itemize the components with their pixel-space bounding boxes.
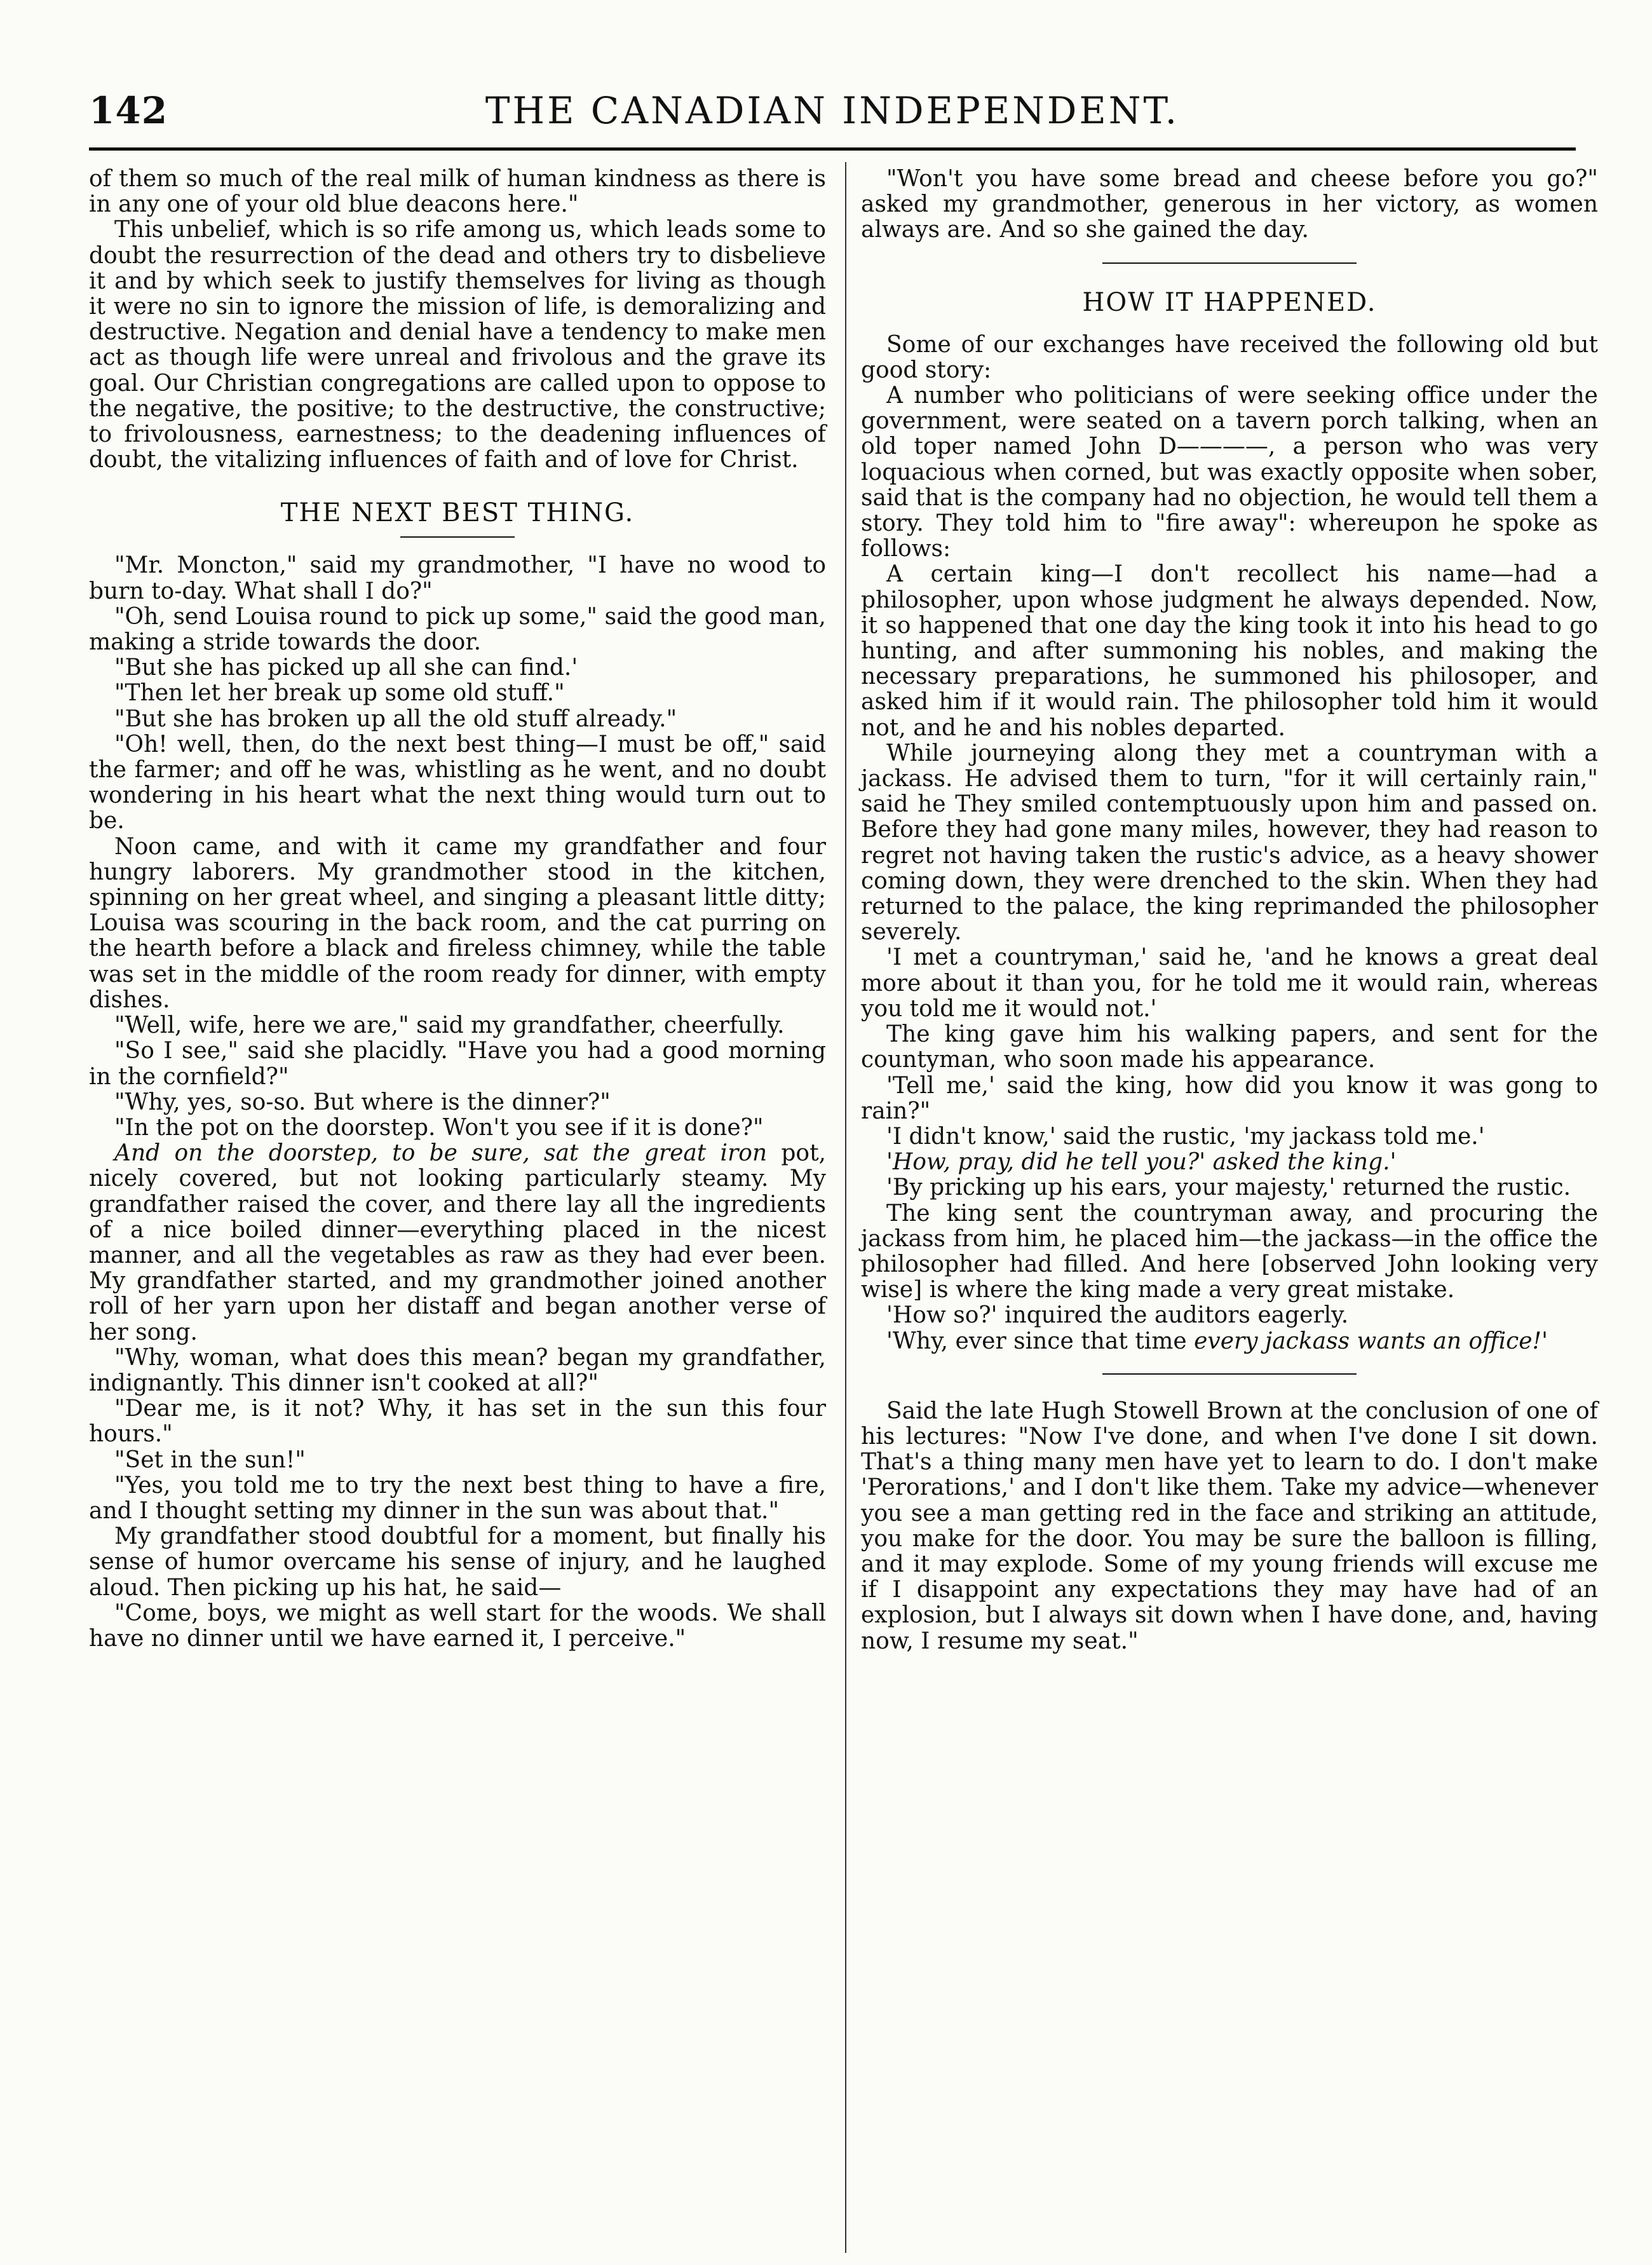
story-paragraph: "Set in the sun!": [114, 1446, 306, 1473]
story-paragraph: 'How so?' inquired the auditors eagerly.: [886, 1302, 1349, 1329]
page-number: 142: [89, 89, 168, 132]
story-title-text: THE NEXT BEST THING.: [280, 498, 635, 528]
story-title-how-it-happened: [861, 288, 1598, 317]
story-paragraph: "Why, yes, so-so. But where is the dinner?": [114, 1089, 611, 1115]
story-paragraph: "So I see," said she placidly. "Have you had a good morning in the cornfield?": [89, 1038, 826, 1090]
page-header: [89, 83, 1576, 133]
story-paragraph: "Why, woman, what does this mean? began my grandfather, indignantly. This dinner isn't cooked at all?": [89, 1344, 826, 1396]
story-paragraph: Noon came, and with it came my grandfather and four hungry laborers. My grandmother stood in the kitchen, spinning on her great wheel, and singing a pleasant little ditty; Louisa was scouring in the back room, and the cat purring on the hearth before a black and fireless chimney, while the table was set in the middle of the room ready for dinner, with empty dishes.: [89, 833, 826, 1013]
story-paragraph: "Come, boys, we might as well start for the woods. We shall have no dinner until we have earned it, I perceive.": [89, 1600, 826, 1652]
italic-lead: And on the doorstep, to be sure, sat the great iron: [114, 1140, 768, 1167]
header-rule: [89, 147, 1576, 151]
story-paragraph-italic: [861, 1150, 1598, 1175]
separator-rule: [1102, 1373, 1357, 1375]
story-paragraph: "In the pot on the doorstep. Won't you see if it is done?": [114, 1114, 764, 1141]
story-paragraph: 'Tell me,' said the king, how did you know it was gong to rain?": [861, 1072, 1598, 1124]
left-column: [89, 167, 826, 1652]
italic-text: 'How, pray, did he tell you?' asked the king.': [886, 1149, 1397, 1176]
story-paragraph: "Then let her break up some old stuff.": [114, 680, 565, 707]
story-paragraph: "Yes, you told me to try the next best thing to have a fire, and I thought setting my dinner in the sun was about that.": [89, 1472, 826, 1524]
story-paragraph: A number who politicians of were seeking office under the government, were seated on a tavern porch talking, when an old toper named John D————, a person who was very loquacious when corned, but was exactly opposite when sober, said that is the company had no objection, he would tell them a story. They told him to "fire away": whereupon he spoke as follows:: [861, 383, 1598, 562]
story-paragraph: "Oh! well, then, do the next best thing—I must be off," said the farmer; and off he was, whistling as he went, and no doubt wondering in his heart what the next thing would turn out to be.: [89, 731, 826, 834]
story-paragraph: A certain king—I don't recollect his name—had a philosopher, upon whose judgment he always depended. Now, it so happened that one day the king took it into his head to go hunting, and after summoning his nobles, and making the necessary preparations, he summoned his philosoper, and asked him if it would rain. The philosopher told him it would not, and he and his nobles departed.: [861, 561, 1598, 741]
story-title-next-best-thing: [89, 498, 826, 538]
story-paragraph: The king gave him his walking papers, and sent for the countyman, who soon made his appearance.: [861, 1021, 1598, 1073]
story-paragraph: "Well, wife, here we are," said my grandfather, cheerfully.: [114, 1012, 785, 1039]
story-paragraph: "Mr. Moncton," said my grandmother, "I have no wood to burn to-day. What shall I do?": [89, 552, 826, 604]
story-paragraph: My grandfather stood doubtful for a moment, but finally his sense of humor overcame his sense of injury, and he laughed aloud. Then picking up his hat, he said—: [89, 1523, 826, 1601]
story-paragraph: "Dear me, is it not? Why, it has set in the sun this four hours.": [89, 1396, 826, 1448]
story-paragraph-doorstep: [89, 1141, 826, 1345]
story-paragraph: "But she has broken up all the old stuff already.": [114, 705, 677, 732]
column-divider: [845, 162, 846, 2253]
story-paragraph: Some of our exchanges have received the following old but good story:: [861, 331, 1598, 383]
story-paragraph: "Won't you have some bread and cheese before you go?" asked my grandmother, generous in her victory, as women always are. And so she gained the day.: [861, 166, 1598, 243]
story-paragraph: While journeying along they met a countryman with a jackass. He advised them to turn, "for it will certainly rain," said he They smiled contemptuously upon him and passed on. Before they had gone many miles, however, they had reason to regret not having taken the rustic's advice, as a heavy shower coming down, they were drenched to the skin. When they had returned to the palace, the king reprimanded the philosopher severely.: [861, 740, 1598, 946]
title-underline: [400, 536, 515, 538]
anecdote-paragraph: Said the late Hugh Stowell Brown at the conclusion of one of his lectures: "Now I've done, and when I've done I sit down. That's a thing many men have yet to learn to do. I don't make 'Perorations,' and I don't like them. Take my advice—whenever you see a man getting red in the face and striking an attitude, you make for the door. You may be sure the balloon is filling, and it may explode. Some of my young friends will excuse me if I disappoint any expectations they may have had of an explosion, but I always sit down when I have done, and, having now, I resume my seat.": [861, 1398, 1598, 1654]
paragraph-rest: pot, nicely covered, but not looking particularly steamy. My grandfather raised the cover, and there lay all the ingredients of a nice boiled dinner—everything placed in the nicest manner, and all the vegetables as raw as they had ever been. My grandfather started, and my grandmother joined another roll of her yarn upon her distaff and began another verse of her song.: [89, 1140, 826, 1345]
article-continuation-paragraph: This unbelief, which is so rife among us, which leads some to doubt the resurrection of the dead and others try to disbelieve it and by which seek to justify themselves for living as though it were no sin to ignore the mission of life, is demoralizing and destructive. Negation and denial have a tendency to make men act as though life were unreal and frivolous and the grave its goal. Our Christian congregations are called upon to oppose to the negative, the positive; to the destructive, the constructive; to frivolousness, earnestness; to the deadening influences of doubt, the vitalizing influences of faith and of love for Christ.: [89, 217, 826, 473]
separator-rule: [1102, 262, 1357, 264]
closing-italic: every jackass wants an office!': [1194, 1328, 1548, 1354]
story-paragraph: "But she has picked up all she can find.': [114, 655, 578, 681]
story-paragraph: "Oh, send Louisa round to pick up some," said the good man, making a stride towards the door.: [89, 603, 826, 656]
right-column: [861, 167, 1598, 1654]
story-title-text: HOW IT HAPPENED.: [1082, 287, 1377, 317]
article-continuation-paragraph: of them so much of the real milk of human kindness as there is in any one of your old blue deacons here.": [89, 166, 826, 218]
story-paragraph: 'I met a countryman,' said he, 'and he knows a great deal more about it than you, for he told me it would rain, whereas you told me it would not.': [861, 944, 1598, 1022]
story-paragraph: 'By pricking up his ears, your majesty,' returned the rustic.: [886, 1174, 1571, 1201]
journal-title: THE CANADIAN INDEPENDENT.: [485, 89, 1180, 132]
story-paragraph: 'I didn't know,' said the rustic, 'my jackass told me.': [886, 1123, 1485, 1150]
story-paragraph: The king sent the countryman away, and procuring the jackass from him, he placed him—the jackass—in the office the philosopher had filled. And here [observed John looking very wise] is where the king made a very great mistake.: [861, 1200, 1598, 1303]
story-paragraph-closing: [861, 1329, 1598, 1354]
closing-lead: 'Why, ever since that time: [886, 1328, 1195, 1354]
